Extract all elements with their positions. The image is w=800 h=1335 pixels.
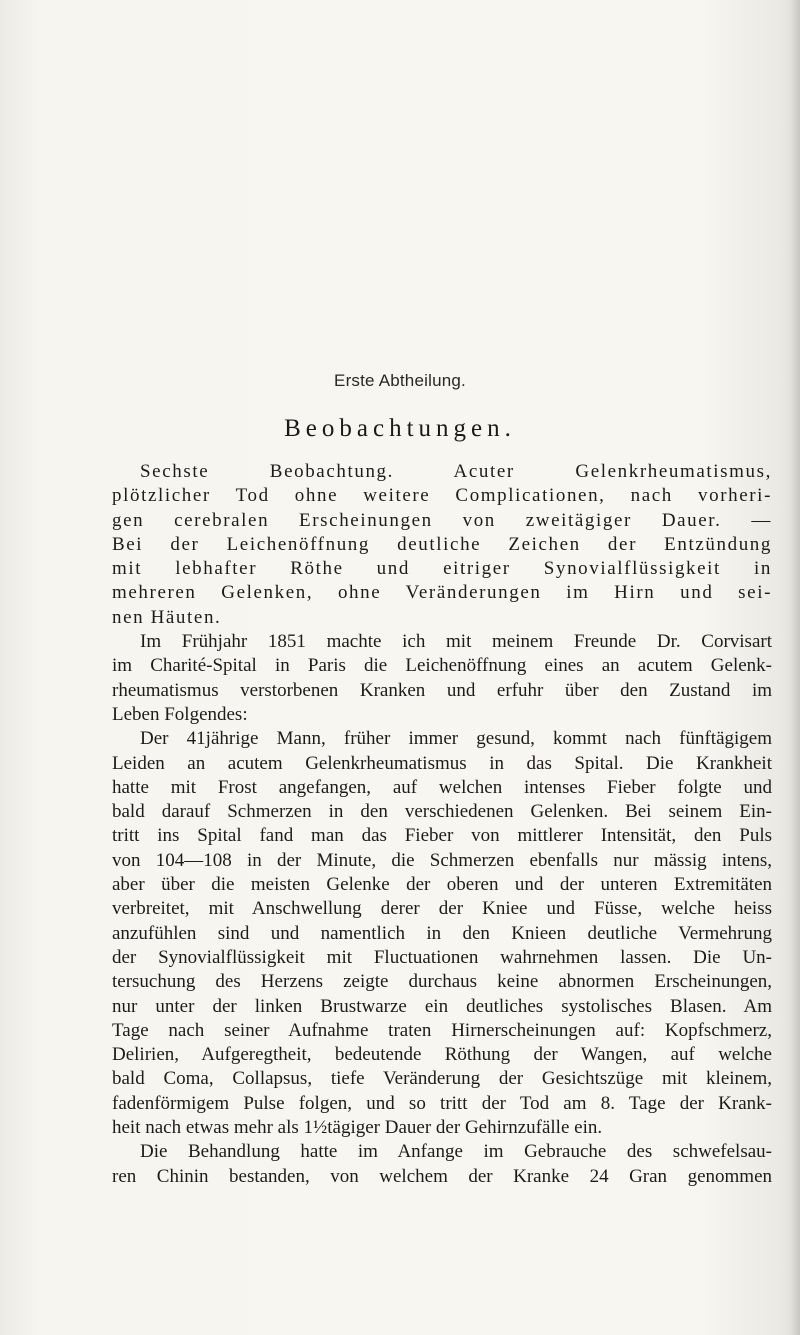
- text-line: mit lebhafter Röthe und eitriger Synovialflüssigkeit in: [112, 558, 772, 580]
- text-line: ren Chinin bestanden, von welchem der Kranke 24 Gran genommen: [112, 1165, 772, 1187]
- text-line: mehreren Gelenken, ohne Veränderungen im Hirn und sei-: [112, 582, 772, 604]
- text-line: Delirien, Aufgeregtheit, bedeutende Röthung der Wangen, auf welche: [112, 1044, 772, 1066]
- text-line: tersuchung des Herzens zeigte durchaus keine abnormen Erscheinungen,: [112, 971, 772, 993]
- text-line: heit nach etwas mehr als 1½tägiger Dauer der Gehirnzufälle ein.: [112, 1117, 603, 1139]
- text-line: gen cerebralen Erscheinungen von zweitägiger Dauer. —: [112, 509, 772, 531]
- text-line: hatte mit Frost angefangen, auf welchen intenses Fieber folgte und: [112, 776, 772, 798]
- text-line: tritt ins Spital fand man das Fieber von mittlerer Intensität, den Puls: [112, 825, 772, 847]
- text-line: der Synovialflüssigkeit mit Fluctuationen wahrnehmen lassen. Die Un-: [112, 946, 772, 968]
- page-heading: Beobachtungen.: [284, 415, 516, 442]
- text-line: Der 41jährige Mann, früher immer gesund, kommt nach fünftägigem: [140, 728, 772, 750]
- text-line: nen Häuten.: [112, 606, 222, 628]
- text-line: verbreitet, mit Anschwellung derer der Kniee und Füsse, welche heiss: [112, 898, 772, 920]
- text-line: plötzlicher Tod ohne weitere Complicationen, nach vorheri-: [112, 485, 772, 507]
- text-line: anzufühlen sind und namentlich in den Knieen deutliche Vermehrung: [112, 922, 772, 944]
- text-line: Die Behandlung hatte im Anfange im Gebrauche des schwefelsau-: [140, 1141, 772, 1163]
- text-line: Leiden an acutem Gelenkrheumatismus in das Spital. Die Krankheit: [112, 752, 772, 774]
- text-line: Tage nach seiner Aufnahme traten Hirnerscheinungen auf: Kopfschmerz,: [112, 1019, 772, 1041]
- page-edge-shadow: [790, 0, 800, 1335]
- text-line: bald darauf Schmerzen in den verschiedenen Gelenken. Bei seinem Ein-: [112, 801, 772, 823]
- text-line: Leben Folgendes:: [112, 703, 248, 725]
- section-label: Erste Abtheilung.: [334, 371, 466, 390]
- text-line: nur unter der linken Brustwarze ein deutliches systolisches Blasen. Am: [112, 995, 772, 1017]
- text-line: aber über die meisten Gelenke der oberen und der unteren Extremitäten: [112, 874, 772, 896]
- text-line: Im Frühjahr 1851 machte ich mit meinem Freunde Dr. Corvisart: [140, 631, 772, 653]
- text-line: Bei der Leichenöffnung deutliche Zeichen der Entzündung: [112, 533, 772, 555]
- text-line: fadenförmigem Pulse folgen, und so tritt der Tod am 8. Tage der Krank-: [112, 1092, 772, 1114]
- text-line: im Charité-Spital in Paris die Leichenöffnung eines an acutem Gelenk-: [112, 655, 772, 677]
- text-line: bald Coma, Collapsus, tiefe Veränderung der Gesichtszüge mit kleinem,: [112, 1068, 772, 1090]
- text-line: Sechste Beobachtung. Acuter Gelenkrheumatismus,: [140, 461, 772, 482]
- text-line: rheumatismus verstorbenen Kranken und erfuhr über den Zustand im: [112, 679, 772, 701]
- text-line: von 104—108 in der Minute, die Schmerzen ebenfalls nur mässig intens,: [112, 849, 772, 871]
- body-text: [112, 460, 772, 1189]
